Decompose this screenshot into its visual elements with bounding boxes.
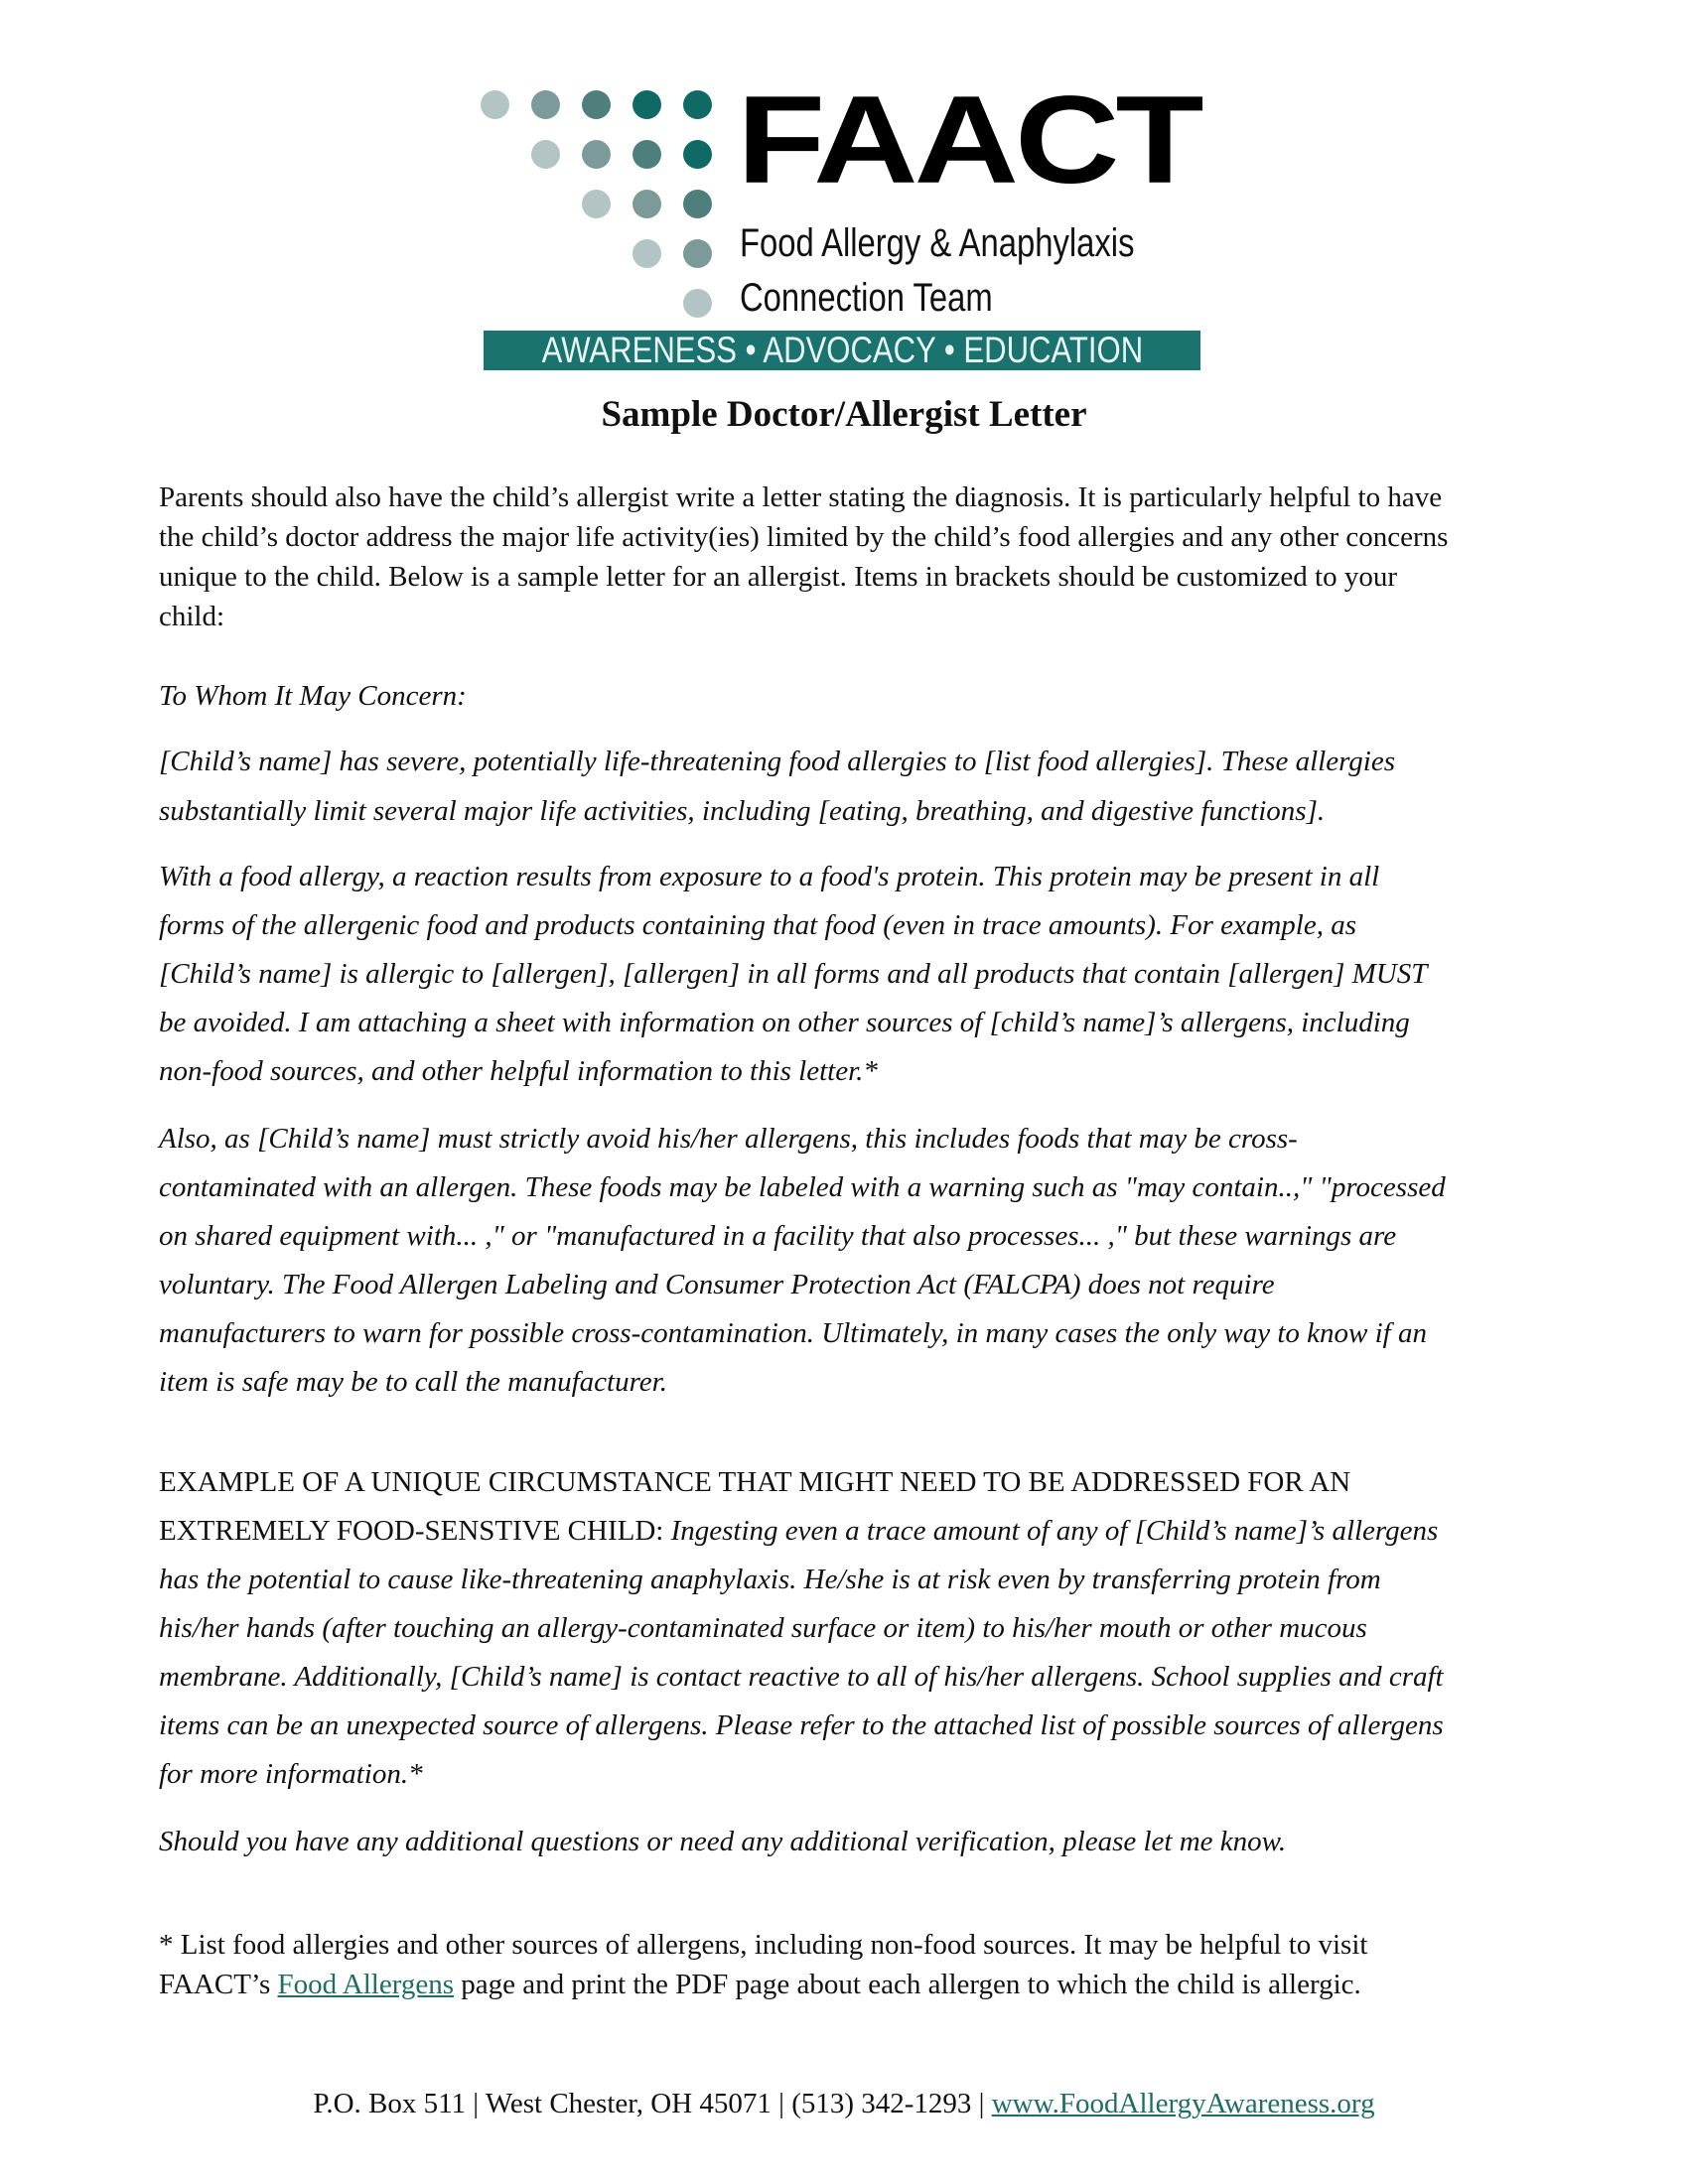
logo-dot-icon [481,90,509,119]
logo-subtitle-line2: Connection Team [740,276,993,320]
logo-wordmark: FAACT [737,69,1200,209]
letter-line: non-food sources, and other helpful information to this letter.* [159,1055,878,1087]
logo-dot-icon [633,90,661,119]
letter-line: item is safe may be to call the manufacturer. [159,1366,667,1398]
salutation: To Whom It May Concern: [159,680,467,712]
logo-dot-icon [582,140,611,169]
logo-dot-icon [633,190,661,218]
letter-line: manufacturers to warn for possible cross-contamination. Ultimately, in many cases the only way to know if an [159,1317,1427,1349]
logo-dot-icon [531,90,560,119]
logo-tagline-banner [484,331,1200,370]
logo-dot-icon [683,90,712,119]
footnote-prefix: FAACT’s [159,1969,278,2000]
letter-line: contaminated with an allergen. These foods may be labeled with a warning such as "may contain..," "processed [159,1171,1446,1203]
example-line: membrane. Additionally, [Child’s name] is contact reactive to all of his/her allergens. School supplies and craft [159,1661,1444,1693]
logo-dot-icon [683,239,712,268]
example-line: his/her hands (after touching an allergy-contaminated surface or item) to his/her mouth or other mucous [159,1612,1367,1644]
letter-line: [Child’s name] is allergic to [allergen], [allergen] in all forms and all products that contain [allergen] MUST [159,958,1428,990]
website-link[interactable]: www.FoodAllergyAwareness.org [991,2088,1375,2119]
example-heading-line2 [159,1514,1438,1548]
logo-subtitle-line1: Food Allergy & Anaphylaxis [740,221,1135,265]
logo-dot-icon [683,190,712,218]
example-line: for more information.* [159,1758,423,1790]
intro-line: unique to the child. Below is a sample letter for an allergist. Items in brackets should be customized to your [159,561,1397,593]
footnote-suffix: page and print the PDF page about each allergen to which the child is allergic. [454,1969,1361,2000]
example-line: items can be an unexpected source of allergens. Please refer to the attached list of possible sources of allergens [159,1709,1444,1741]
intro-line: the child’s doctor address the major life activity(ies) limited by the child’s food allergies and any other concerns [159,521,1449,553]
letter-line: be avoided. I am attaching a sheet with information on other sources of [child’s name]’s allergens, including [159,1007,1410,1038]
food-allergens-link[interactable]: Food Allergens [277,1969,455,2000]
logo-dot-icon [683,289,712,318]
letter-line: Also, as [Child’s name] must strictly avoid his/her allergens, this includes foods that may be cross- [159,1123,1298,1155]
intro-line: child: [159,601,225,632]
footnote-line: * List food allergies and other sources of allergens, including non-food sources. It may be helpful to visit [159,1929,1368,1961]
letter-line: With a food allergy, a reaction results from exposure to a food's protein. This protein may be present in all [159,861,1380,892]
letter-line: on shared equipment with... ," or "manufactured in a facility that also processes... ," but these warnings are [159,1220,1397,1252]
letter-line: voluntary. The Food Allergen Labeling and Consumer Protection Act (FALCPA) does not require [159,1269,1275,1300]
closing-line: Should you have any additional questions or need any additional verification, please let me know. [159,1826,1287,1857]
example-heading-tail: EXTREMELY FOOD-SENSTIVE CHILD: [159,1515,664,1547]
example-text: Ingesting even a trace amount of any of [Child’s name]’s allergens [663,1515,1439,1547]
logo-dot-icon [582,90,611,119]
example-line: has the potential to cause like-threatening anaphylaxis. He/she is at risk even by transferring protein from [159,1564,1381,1595]
footnote-line [159,1968,1361,2001]
logo-tagline: AWARENESS • ADVOCACY • EDUCATION [541,331,1143,370]
intro-line: Parents should also have the child’s allergist write a letter stating the diagnosis. It is particularly helpful to have [159,481,1443,513]
letter-line: forms of the allergenic food and products containing that food (even in trace amounts). For example, as [159,909,1357,941]
example-heading: EXAMPLE OF A UNIQUE CIRCUMSTANCE THAT MIGHT NEED TO BE ADDRESSED FOR AN [159,1466,1351,1498]
letter-line: substantially limit several major life activities, including [eating, breathing, and digestive functions]. [159,795,1326,827]
logo-dot-icon [633,140,661,169]
logo-dot-icon [683,140,712,169]
logo-dot-icon [531,140,560,169]
page-title: Sample Doctor/Allergist Letter [601,394,1087,435]
letter-line: [Child’s name] has severe, potentially life-threatening food allergies to [list food allergies]. These allergies [159,746,1396,777]
logo-dot-icon [633,239,661,268]
footer-address: P.O. Box 511 | West Chester, OH 45071 | (513) 342-1293 | [313,2088,992,2119]
page-footer [0,2087,1688,2120]
logo-dot-icon [582,190,611,218]
